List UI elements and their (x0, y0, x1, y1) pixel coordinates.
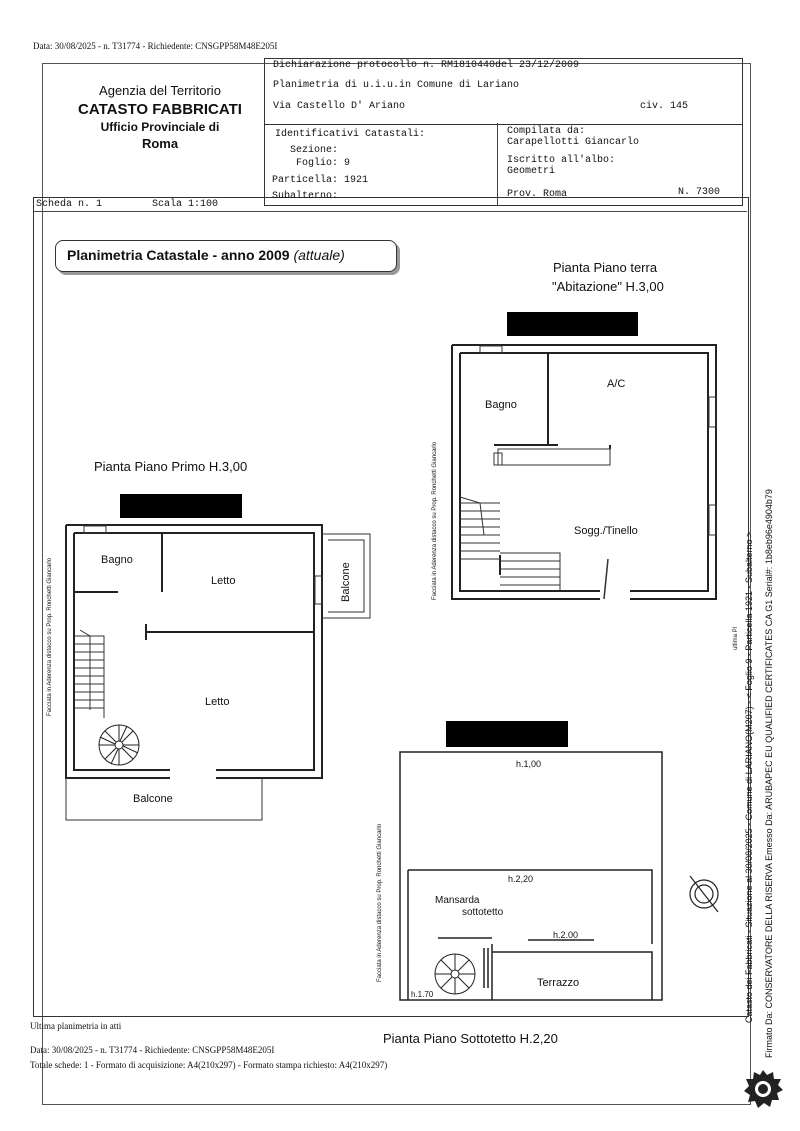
street-line: Via Castello D' Ariano (273, 101, 406, 112)
label-sott-h220: h.2,20 (508, 874, 534, 884)
redaction-primo (120, 494, 242, 518)
register-number: N. 7300 (678, 187, 721, 198)
footer-data-line: Data: 30/08/2025 - n. T31774 - Richiedente: CNSGPP58M48E205I (30, 1045, 275, 1055)
room-terra-bagno: Bagno (485, 399, 517, 411)
room-primo-balcone-bottom: Balcone (133, 793, 173, 805)
particella-label: Particella: 1921 (272, 175, 369, 186)
agency-block (60, 80, 260, 151)
room-primo-letto-2: Letto (205, 696, 230, 708)
room-primo-balcone-side: Balcone (340, 562, 352, 602)
room-primo-bagno: Bagno (101, 554, 133, 566)
note-facciata-primo: Facciata in Aderenza distacco su Prop. Ronchetti Giancarlo (47, 557, 53, 716)
foglio-label: Foglio: 9 (296, 158, 351, 169)
top-request-line: Data: 30/08/2025 - n. T31774 - Richiedente: CNSGPP58M48E205I (33, 41, 278, 51)
north-compass-icon (684, 870, 724, 918)
label-sott-h100: h.1,00 (516, 759, 542, 769)
planimetry-line: Planimetria di u.i.u.in Comune di Lariano (273, 80, 520, 91)
banner-status: (attuale) (293, 247, 345, 263)
room-sott-mansarda: Mansarda (435, 895, 480, 906)
margin-catasto-line: Catasto dei Fabbricati - Situazione al 30/08/2025 - Comune di LARIANO(M207) - < Foglio 9 - Particella 1921 - Subalterno > (744, 531, 754, 1023)
footer-ultima: Ultima planimetria in atti (30, 1021, 122, 1031)
iscritto-label: Iscritto all'albo: (507, 155, 616, 166)
spiral-stair-icon-sottotetto (431, 950, 479, 998)
room-primo-letto-1: Letto (211, 575, 236, 587)
albo-value: Geometri (507, 166, 556, 177)
floorplan-terra (440, 335, 725, 610)
banner-title: Planimetria Catastale - anno 2009 (67, 247, 290, 263)
catasto-title: CATASTO FABBRICATI (78, 101, 242, 118)
footer-schede-line: Totale schede: 1 - Formato di acquisizione: A4(210x297) - Formato stampa richiesto: A4(210x297) (30, 1060, 388, 1070)
room-terra-ac: A/C (607, 378, 626, 390)
subalterno-label: Subalterno: (272, 191, 339, 202)
plan-title-primo: Pianta Piano Primo H.3,00 (94, 459, 248, 474)
redaction-sottotetto (446, 721, 568, 747)
province-label: Prov. Roma (507, 189, 568, 200)
scheda-rule (33, 211, 747, 212)
room-sott-terrazzo: Terrazzo (537, 977, 580, 989)
spiral-stair-icon (96, 722, 142, 768)
sezione-label: Sezione: (290, 145, 339, 156)
margin-signature-line: Firmato Da: CONSERVATORE DELLA RISERVA Emesso Da: ARUBAPEC EU QUALIFIED CERTIFICATES CA G1 Serial#: 1b8eb96e4904b79 (764, 489, 774, 1058)
compilata-label: Compilata da: (507, 126, 586, 137)
seal-stamp-icon (742, 1068, 784, 1110)
scheda-label: Scheda n. 1 (36, 199, 103, 210)
compilatore-name: Carapellotti Giancarlo (507, 137, 640, 148)
note-facciata-sottotetto: Facciata in Aderenza distacco su Prop. Ronchetti Giancarlo (377, 823, 383, 982)
ident-divider (497, 123, 498, 205)
declaration-line: Dichiarazione protocollo n. RM1810440del 23/12/2009 (273, 60, 580, 71)
plan-title-terra-use: "Abitazione" H.3,00 (552, 279, 664, 294)
margin-small-note: ultima Pl (733, 626, 739, 650)
scale-label: Scala 1:100 (152, 199, 219, 210)
plan-title-sottotetto: Pianta Piano Sottotetto H.2,20 (383, 1031, 558, 1046)
agency-name: Agenzia del Territorio (99, 83, 221, 98)
ident-title: Identificativi Catastali: (275, 129, 426, 140)
plan-title-terra: Pianta Piano terra (553, 260, 658, 275)
plan-banner (55, 240, 397, 272)
note-facciata-terra: Facciata in Aderenza distacco su Prop. Ronchetti Giancarlo (432, 441, 438, 600)
civic-number: civ. 145 (640, 101, 689, 112)
room-sott-sottotetto: sottotetto (462, 907, 504, 918)
label-sott-h200: h.2.00 (553, 930, 579, 940)
office-city: Roma (141, 136, 179, 151)
label-sott-h170: h.1.70 (411, 990, 434, 999)
room-terra-soggiorno: Sogg./Tinello (574, 525, 638, 537)
redaction-terra (507, 312, 638, 336)
office-label: Ufficio Provinciale di (100, 120, 220, 134)
